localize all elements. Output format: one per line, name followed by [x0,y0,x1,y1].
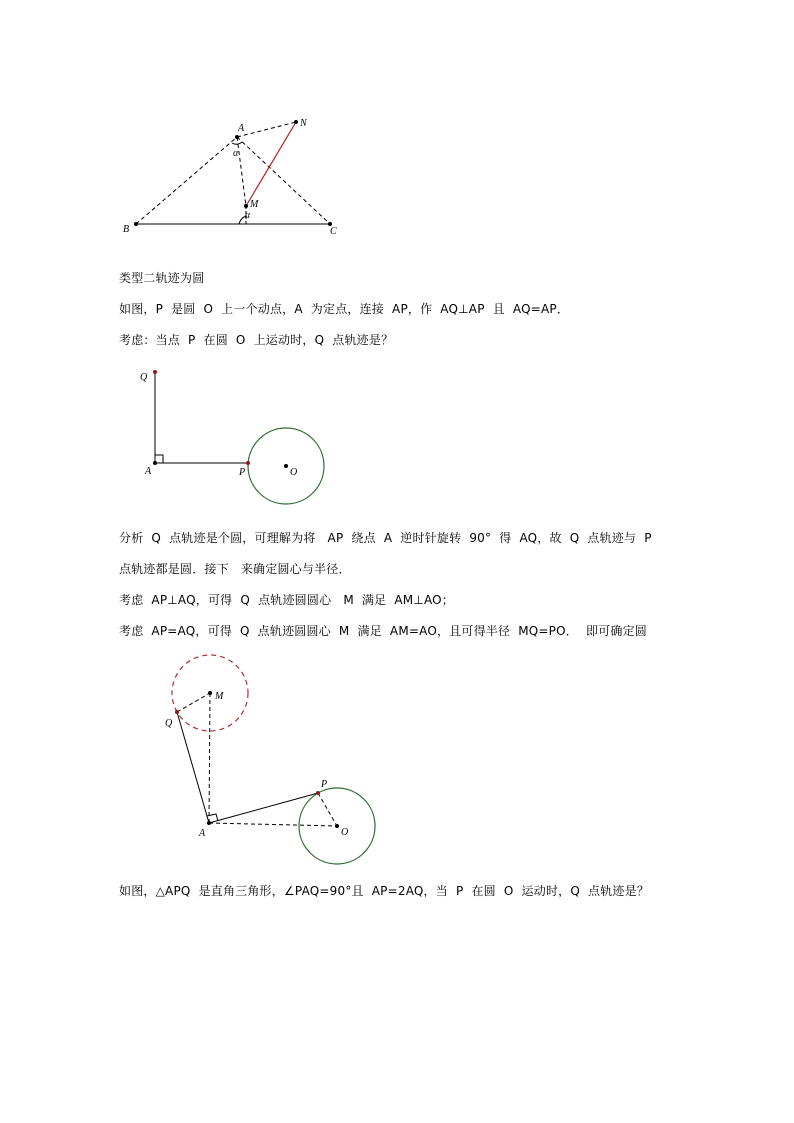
label-alpha-top: α [233,148,239,159]
label-a: A [199,828,206,839]
label-a: A [238,123,245,134]
label-o: O [341,827,349,838]
analysis-line1: 分析 Q 点轨迹是个圆，可理解为将 AP 绕点 A 逆时针旋转 90° 得 AQ，故 Q 点轨迹与 P [119,531,652,545]
problem2-line1: 如图，△APQ 是直角三角形，∠PAQ=90°且 AP=2AQ，当 P 在圆 O 运动时，Q 点轨迹是？ [119,884,650,898]
point-q [153,370,157,374]
point-o [335,824,339,828]
label-b: B [123,224,130,235]
label-p: P [321,779,328,790]
label-q: Q [140,372,148,383]
point-m [244,204,248,208]
label-o: O [290,467,298,478]
problem1-line1: 如图，P 是圆 O 上一个动点，A 为定点，连接 AP，作 AQ⊥AP 且 AQ=AP． [119,302,570,316]
segment-ao [209,823,337,826]
point-p [246,461,250,465]
label-a: A [145,466,152,477]
segment-an [237,122,296,137]
segment-mn [246,122,296,206]
problem1-line2: 考虑：当点 P 在圆 O 上运动时，Q 点轨迹是？ [119,333,394,347]
figure-triangle-rotation [110,110,350,240]
label-m: M [250,199,259,210]
point-o [284,464,288,468]
point-b [134,222,138,226]
segment-ap [209,793,318,823]
point-q [175,710,179,714]
point-a [153,461,157,465]
figure-locus-construction [160,650,390,865]
point-a [235,135,239,139]
segment-am [237,137,246,206]
label-p: P [239,467,246,478]
analysis-line2: 点轨迹都是圆．接下 来确定圆心与半径． [119,562,351,576]
point-m [208,691,212,695]
segment-am [209,693,210,823]
section-title: 类型二轨迹为圆 [119,271,205,285]
segment-qa [177,712,209,823]
analysis-line4: 考虑 AP=AQ，可得 Q 点轨迹圆圆心 M 满足 AM=AO，且可得半径 MQ=PO． 即可确定圆 [119,624,647,638]
label-q: Q [165,718,173,729]
segment-ab [136,137,237,224]
point-n [294,120,298,124]
segment-po [318,793,337,826]
label-c: C [330,226,337,237]
angle-arc-top [232,142,242,144]
segment-ac [237,137,330,224]
label-m: M [215,691,224,702]
point-p [316,791,320,795]
segment-qm [177,693,210,712]
point-a [207,821,211,825]
analysis-line3: 考虑 AP⊥AQ，可得 Q 点轨迹圆圆心 M 满足 AM⊥AO； [119,593,454,607]
figure-rotation-circle [135,362,335,507]
label-alpha-bottom: α [245,210,251,221]
label-n: N [300,118,307,129]
